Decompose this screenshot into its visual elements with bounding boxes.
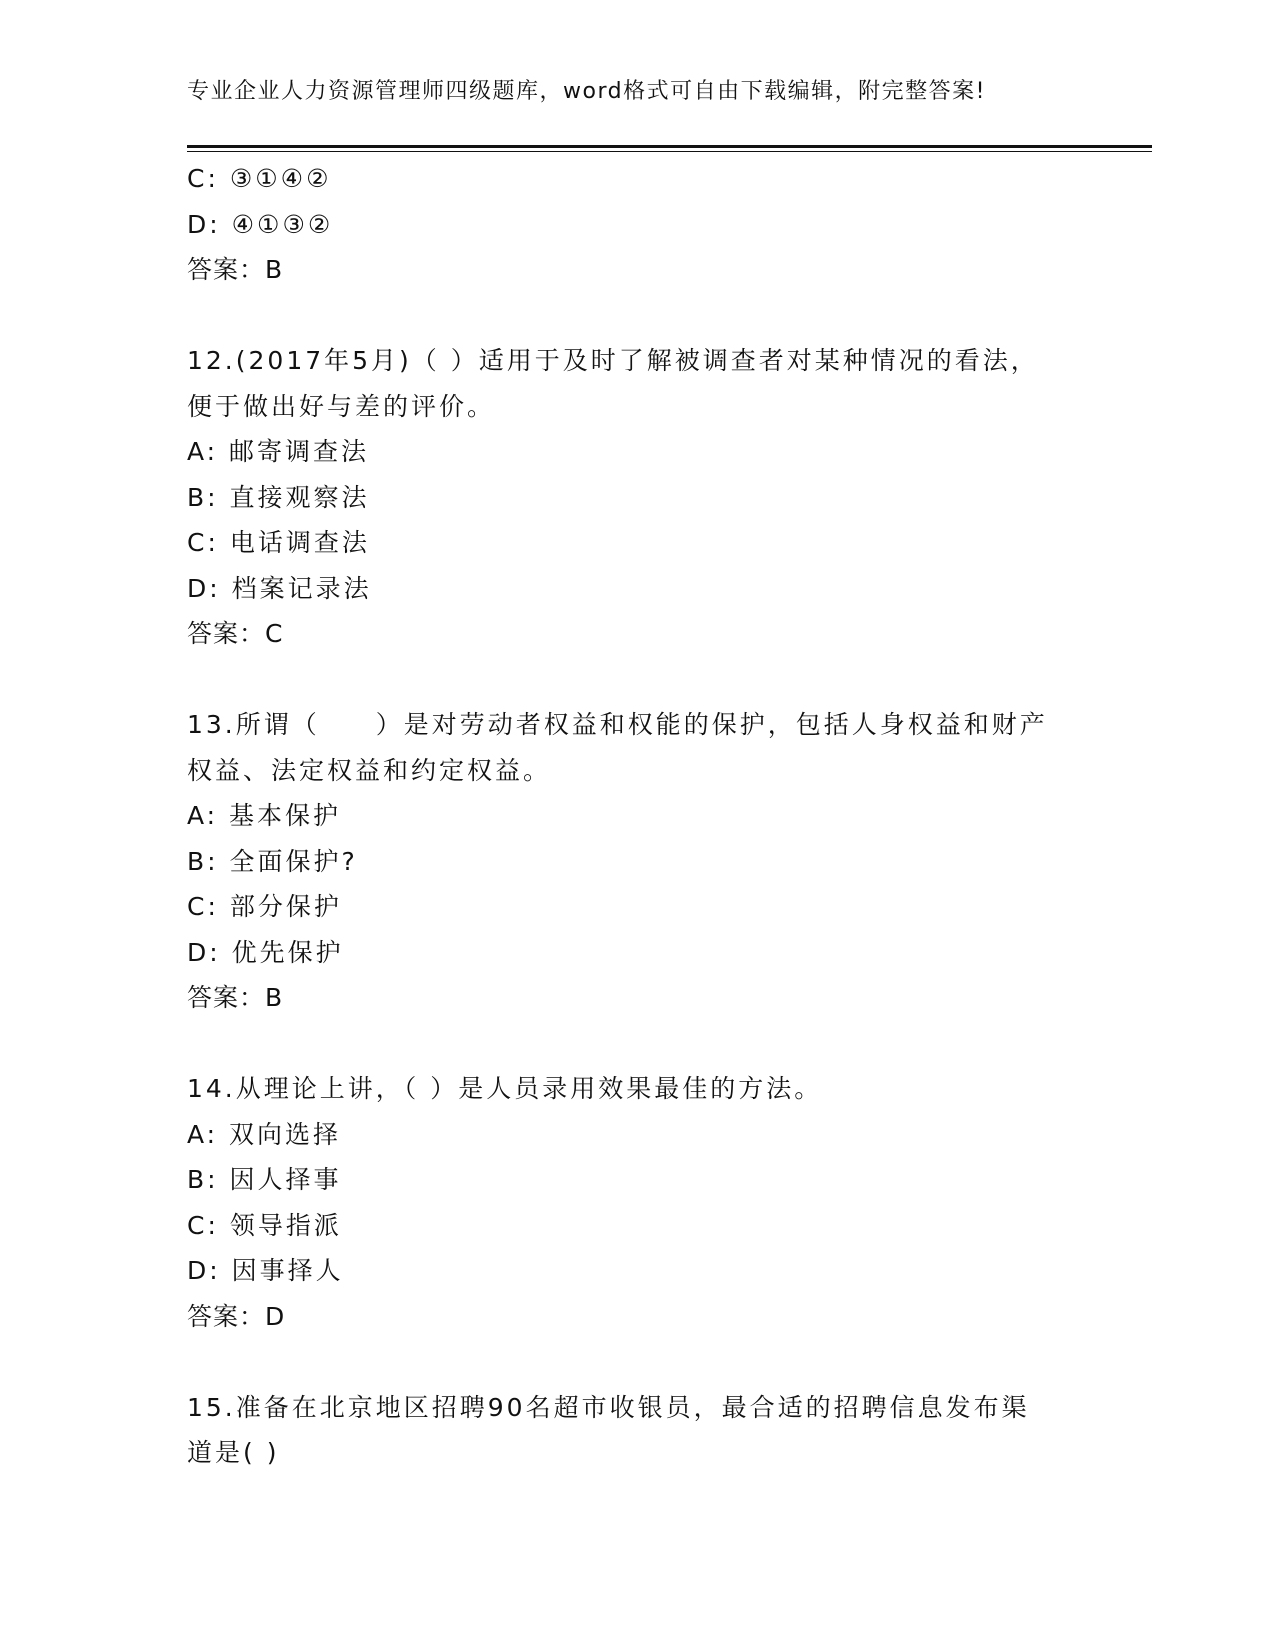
option-label: C: xyxy=(187,1210,219,1240)
option-line xyxy=(187,566,1087,612)
question-stem: 13.所谓（ ）是对劳动者权益和权能的保护，包括人身权益和财产 xyxy=(187,710,1048,739)
header-rule-thick xyxy=(187,145,1152,148)
option-text: ④①③② xyxy=(231,209,334,239)
option-line xyxy=(187,839,1087,885)
option-label: D: xyxy=(187,1256,221,1285)
option-line xyxy=(187,930,1087,976)
option-line xyxy=(187,202,1087,248)
question-content xyxy=(187,156,1087,1476)
option-line xyxy=(187,520,1087,566)
option-label: B: xyxy=(187,846,219,876)
option-text: 部分保护 xyxy=(229,892,342,921)
option-line xyxy=(187,429,1087,475)
answer-line: 答案：B xyxy=(187,983,284,1012)
option-line xyxy=(187,475,1087,521)
option-label: C: xyxy=(187,528,219,557)
option-label: B: xyxy=(187,1165,219,1194)
option-label: A: xyxy=(187,801,219,830)
question-stem: 12.(2017年5月)（ ）适用于及时了解被调查者对某种情况的看法， xyxy=(187,346,1039,375)
question-stem: 15.准备在北京地区招聘90名超市收银员，最合适的招聘信息发布渠 xyxy=(187,1392,1030,1422)
option-text: 电话调查法 xyxy=(229,528,370,557)
option-line xyxy=(187,156,1087,202)
answer-line: 答案：D xyxy=(187,1301,286,1331)
option-line xyxy=(187,884,1087,930)
option-label: D: xyxy=(187,573,221,603)
answer-line: 答案：C xyxy=(187,619,284,648)
option-text: ③①④② xyxy=(229,164,332,193)
question-stem: 便于做出好与差的评价。 xyxy=(187,391,496,421)
option-text: 邮寄调查法 xyxy=(229,437,370,466)
option-text: 全面保护? xyxy=(229,846,358,876)
option-label: B: xyxy=(187,482,219,512)
option-label: C: xyxy=(187,892,219,921)
option-text: 基本保护 xyxy=(229,801,342,830)
option-text: 优先保护 xyxy=(231,937,344,967)
option-text: 因事择人 xyxy=(231,1256,344,1285)
option-label: D: xyxy=(187,937,221,967)
question-stem: 14.从理论上讲，（ ）是人员录用效果最佳的方法。 xyxy=(187,1074,823,1103)
option-label: D: xyxy=(187,209,221,239)
option-line xyxy=(187,1248,1087,1294)
option-text: 双向选择 xyxy=(229,1119,342,1149)
option-text: 档案记录法 xyxy=(231,573,372,603)
answer-line: 答案：B xyxy=(187,255,284,284)
option-line xyxy=(187,1112,1087,1158)
page-header: 专业企业人力资源管理师四级题库，word格式可自由下载编辑，附完整答案! xyxy=(187,79,986,104)
question-stem: 道是( ) xyxy=(187,1438,280,1467)
option-text: 直接观察法 xyxy=(229,482,370,512)
option-label: A: xyxy=(187,1119,219,1149)
option-text: 因人择事 xyxy=(229,1165,342,1194)
question-stem: 权益、法定权益和约定权益。 xyxy=(187,755,552,785)
option-line xyxy=(187,793,1087,839)
option-line xyxy=(187,1157,1087,1203)
option-label: A: xyxy=(187,437,219,466)
header-rule-thin xyxy=(187,151,1152,152)
option-line xyxy=(187,1203,1087,1249)
option-label: C: xyxy=(187,164,219,193)
option-text: 领导指派 xyxy=(229,1210,342,1240)
